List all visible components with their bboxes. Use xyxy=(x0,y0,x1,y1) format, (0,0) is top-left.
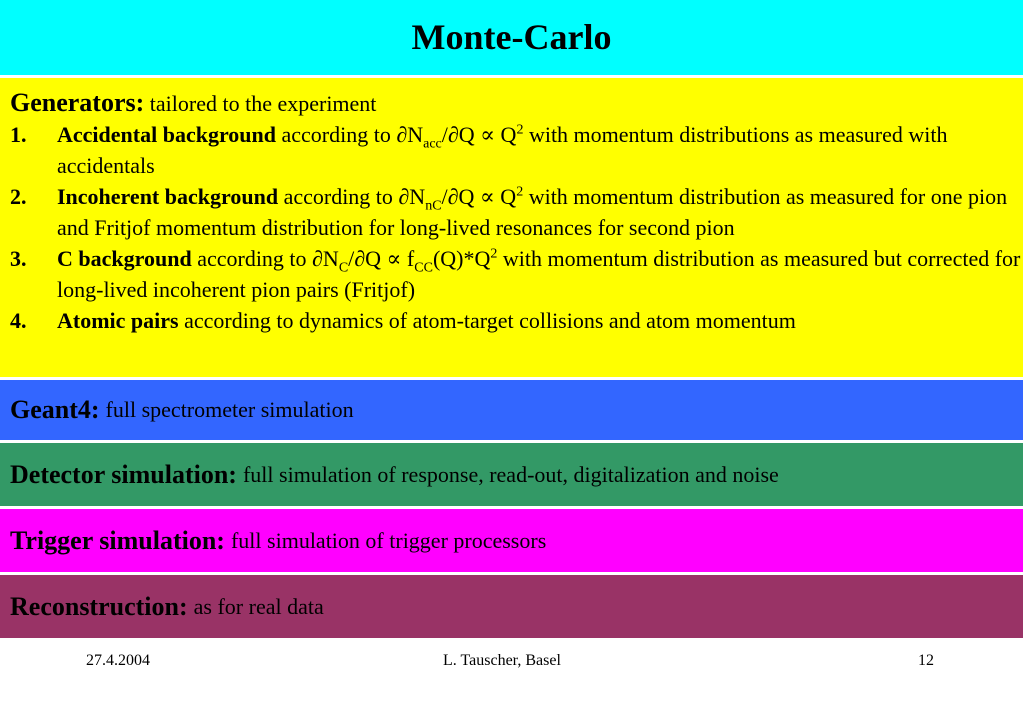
item-formula-mid-2: (Q)*Q xyxy=(432,246,491,271)
list-item xyxy=(10,119,1023,181)
formula-subscript-2: CC xyxy=(414,260,433,276)
trigger-band xyxy=(0,509,1023,572)
geant-heading: Geant4: xyxy=(10,395,100,424)
generators-subtitle: tailored to the experiment xyxy=(149,91,377,116)
slide-title: Monte-Carlo xyxy=(411,17,612,57)
item-text: with momentum distributions as measured with accidentals xyxy=(57,122,948,178)
item-formula-mid: /∂Q ∝ Q xyxy=(441,122,517,147)
detector-band xyxy=(0,443,1023,506)
item-number: 3. xyxy=(10,246,27,271)
generators-heading: Generators: xyxy=(10,88,145,117)
geant-text: full spectrometer simulation xyxy=(105,397,354,422)
formula-subscript: acc xyxy=(423,136,442,152)
item-formula: according to ∂N xyxy=(281,122,424,147)
item-title: Incoherent background xyxy=(57,184,279,209)
title-band xyxy=(0,0,1023,75)
item-formula-mid: /∂Q ∝ f xyxy=(348,246,415,271)
item-text: with momentum distribution as measured for one pion and Fritjof momentum distribution for long-lived resonances for second pion xyxy=(57,184,1008,240)
item-number: 4. xyxy=(10,308,27,333)
item-title: C background xyxy=(57,246,192,271)
formula-subscript: C xyxy=(338,260,349,276)
reconstruction-heading: Reconstruction: xyxy=(10,591,188,621)
item-number: 1. xyxy=(10,122,27,147)
reconstruction-band xyxy=(0,575,1023,638)
generators-list xyxy=(10,119,1023,336)
reconstruction-text: as for real data xyxy=(193,593,324,619)
trigger-text: full simulation of trigger processors xyxy=(230,527,547,553)
footer xyxy=(0,652,1023,676)
list-item xyxy=(10,243,1023,305)
list-item xyxy=(10,305,1023,336)
generators-heading-line xyxy=(10,88,1023,119)
item-formula: according to ∂N xyxy=(197,246,339,271)
formula-superscript: 2 xyxy=(516,184,524,200)
footer-page-number: 12 xyxy=(918,652,934,669)
item-text: with momentum distribution as measured but corrected for long-lived incoherent pion pairs (Fritjof) xyxy=(57,246,1021,302)
item-text: according to dynamics of atom-target collisions and atom momentum xyxy=(184,308,796,333)
item-title: Accidental background xyxy=(57,122,277,147)
geant-band xyxy=(0,380,1023,440)
footer-author: L. Tauscher, Basel xyxy=(443,652,561,669)
generators-band xyxy=(0,78,1023,377)
detector-heading: Detector simulation: xyxy=(10,459,237,489)
list-item xyxy=(10,181,1023,243)
item-formula: according to ∂N xyxy=(283,184,426,209)
formula-subscript: nC xyxy=(425,198,442,214)
item-title: Atomic pairs xyxy=(57,308,179,333)
formula-superscript: 2 xyxy=(490,246,498,262)
footer-date: 27.4.2004 xyxy=(86,652,150,669)
detector-text: full simulation of response, read-out, digitalization and noise xyxy=(242,461,779,487)
item-number: 2. xyxy=(10,184,27,209)
formula-superscript: 2 xyxy=(516,122,524,138)
trigger-heading: Trigger simulation: xyxy=(10,525,225,555)
item-formula-mid: /∂Q ∝ Q xyxy=(441,184,517,209)
